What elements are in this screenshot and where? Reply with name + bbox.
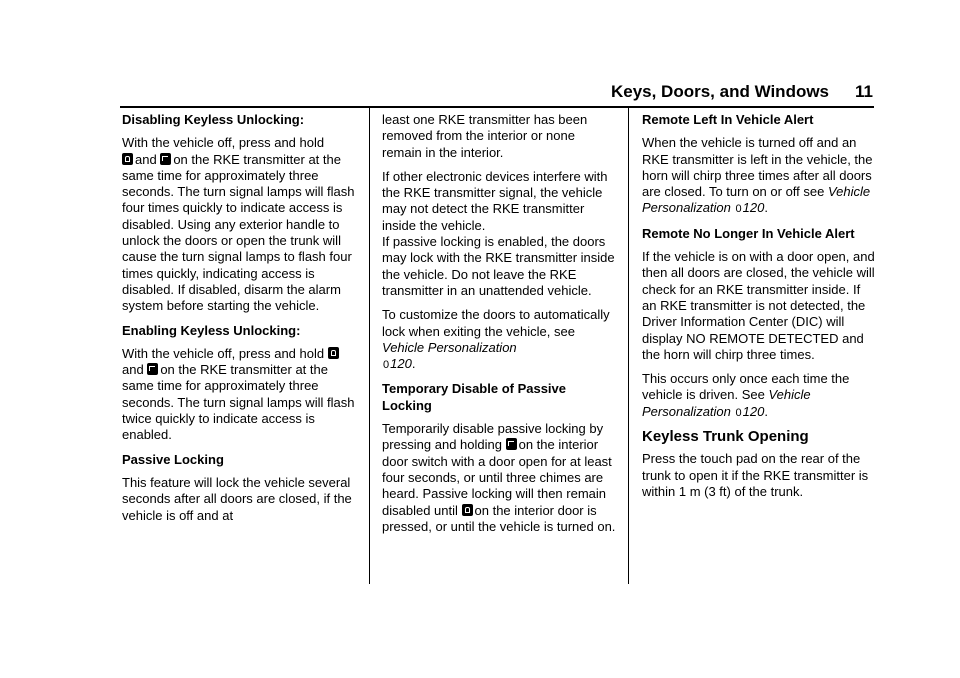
column-2 <box>382 112 618 543</box>
unlock-icon <box>160 153 171 165</box>
heading-remote-no-longer-alert: Remote No Longer In Vehicle Alert <box>642 225 855 241</box>
text-segment: on the RKE transmitter at the same time for approximately three seconds. The turn signal lamps will flash twice quickly to indicate access is enabled. <box>122 362 355 443</box>
heading-keyless-trunk: Keyless Trunk Opening <box>642 428 809 446</box>
column-3 <box>642 112 878 508</box>
paragraph-temporary-disable <box>382 421 618 535</box>
column-divider-1 <box>369 108 370 584</box>
text-segment: Temporarily disable passive locking by pressing and holding <box>382 421 604 453</box>
paragraph-transmitter-removed: least one RKE transmitter has been removed from the interior or none remain in the interior. <box>382 112 588 160</box>
text-segment: To customize the doors to automatically lock when exiting the vehicle, see <box>382 307 610 339</box>
text-segment: When the vehicle is turned off and an RKE transmitter is left in the vehicle, the horn will chirp three times after all doors are closed. To turn on or off see <box>642 135 873 200</box>
page-ref-arrow-icon: 0 <box>735 406 742 419</box>
text-segment: With the vehicle off, press and hold <box>122 345 325 361</box>
heading-disabling-keyless: Disabling Keyless Unlocking: <box>122 112 305 127</box>
paragraph-keyless-trunk: Press the touch pad on the rear of the trunk to open it if the RKE transmitter is within 1 m (3 ft) of the trunk. <box>642 451 869 499</box>
paragraph-enabling <box>122 346 358 444</box>
paragraph-interference: If other electronic devices interfere with the RKE transmitter signal, the vehicle may not detect the RKE transmitter inside the vehicle. <box>382 168 608 233</box>
section-title: Keys, Doors, and Windows <box>610 82 830 101</box>
heading-passive-locking: Passive Locking <box>122 451 224 467</box>
column-1 <box>122 112 358 532</box>
text-segment: on the interior door switch with a door open for at least four seconds, or until three chimes are heard. Passive locking will then remain disabled until <box>382 437 612 518</box>
page-number: 11 <box>855 82 873 101</box>
unlock-icon <box>147 363 158 375</box>
paragraph-disabling <box>122 135 358 314</box>
lock-icon <box>122 153 133 165</box>
cross-reference-link[interactable]: Vehicle Personalization <box>642 387 811 419</box>
paragraph-passive-locking: This feature will lock the vehicle several seconds after all doors are closed, if the vehicle is off and at <box>122 474 352 523</box>
page-ref-arrow-icon: 0 <box>735 203 742 216</box>
page-header <box>611 82 873 102</box>
text-segment: on the RKE transmitter at the same time for approximately three seconds. The turn signal lamps will flash four times quickly to indicate access is disabled. Using any exterior handle to unlock the doors or open the trunk will cause the turn signal lamps to flash four times quickly, indicating access is disabled. If disabled, disarm the alarm system before starting the vehicle. <box>122 151 355 314</box>
heading-remote-left-alert: Remote Left In Vehicle Alert <box>642 112 814 127</box>
text-segment: This occurs only once each time the vehicle is driven. See <box>642 371 850 403</box>
header-rule <box>120 106 874 108</box>
lock-icon <box>462 504 473 516</box>
lock-icon <box>328 347 339 359</box>
page-ref-arrow-icon: 0 <box>383 359 390 372</box>
text-segment: With the vehicle off, press and hold <box>122 135 325 151</box>
heading-temporary-disable: Temporary Disable of Passive Locking <box>382 381 567 413</box>
page-reference: 120 <box>742 403 765 419</box>
page-reference: 120 <box>742 200 765 216</box>
text-segment: and <box>122 362 144 378</box>
paragraph-remote-left: When the vehicle is turned off and an RKE transmitter is left in the vehicle, the horn will chirp three times after all doors are closed. To turn on or off see Vehicle Personalization 0120. <box>642 135 873 216</box>
unlock-icon <box>506 438 517 450</box>
paragraph-no-longer: If the vehicle is on with a door open, and then all doors are closed, the vehicle will check for an RKE transmitter inside. If an RKE transmitter is not detected, the Driver Information Center (DIC) will display NO REMOTE DETECTED and the horn will chirp three times. <box>642 249 875 362</box>
text-segment: on the interior door is pressed, or until the vehicle is turned on. <box>382 502 616 534</box>
paragraph-passive-enabled: If passive locking is enabled, the doors may lock with the RKE transmitter inside the vehicle. Do not leave the RKE transmitter in an unattended vehicle. <box>382 234 615 298</box>
paragraph-customize: To customize the doors to automatically lock when exiting the vehicle, see Vehicle Personalization 0120. <box>382 307 610 372</box>
heading-enabling-keyless: Enabling Keyless Unlocking: <box>122 322 301 338</box>
cross-reference-link[interactable]: Vehicle Personalization <box>382 339 517 355</box>
column-divider-2 <box>628 108 629 584</box>
page-reference: 120 <box>390 356 412 372</box>
paragraph-occurs-once: This occurs only once each time the vehicle is driven. See Vehicle Personalization 0120. <box>642 371 850 419</box>
text-segment: and <box>135 151 157 167</box>
cross-reference-link[interactable]: Vehicle Personalization <box>642 184 871 216</box>
